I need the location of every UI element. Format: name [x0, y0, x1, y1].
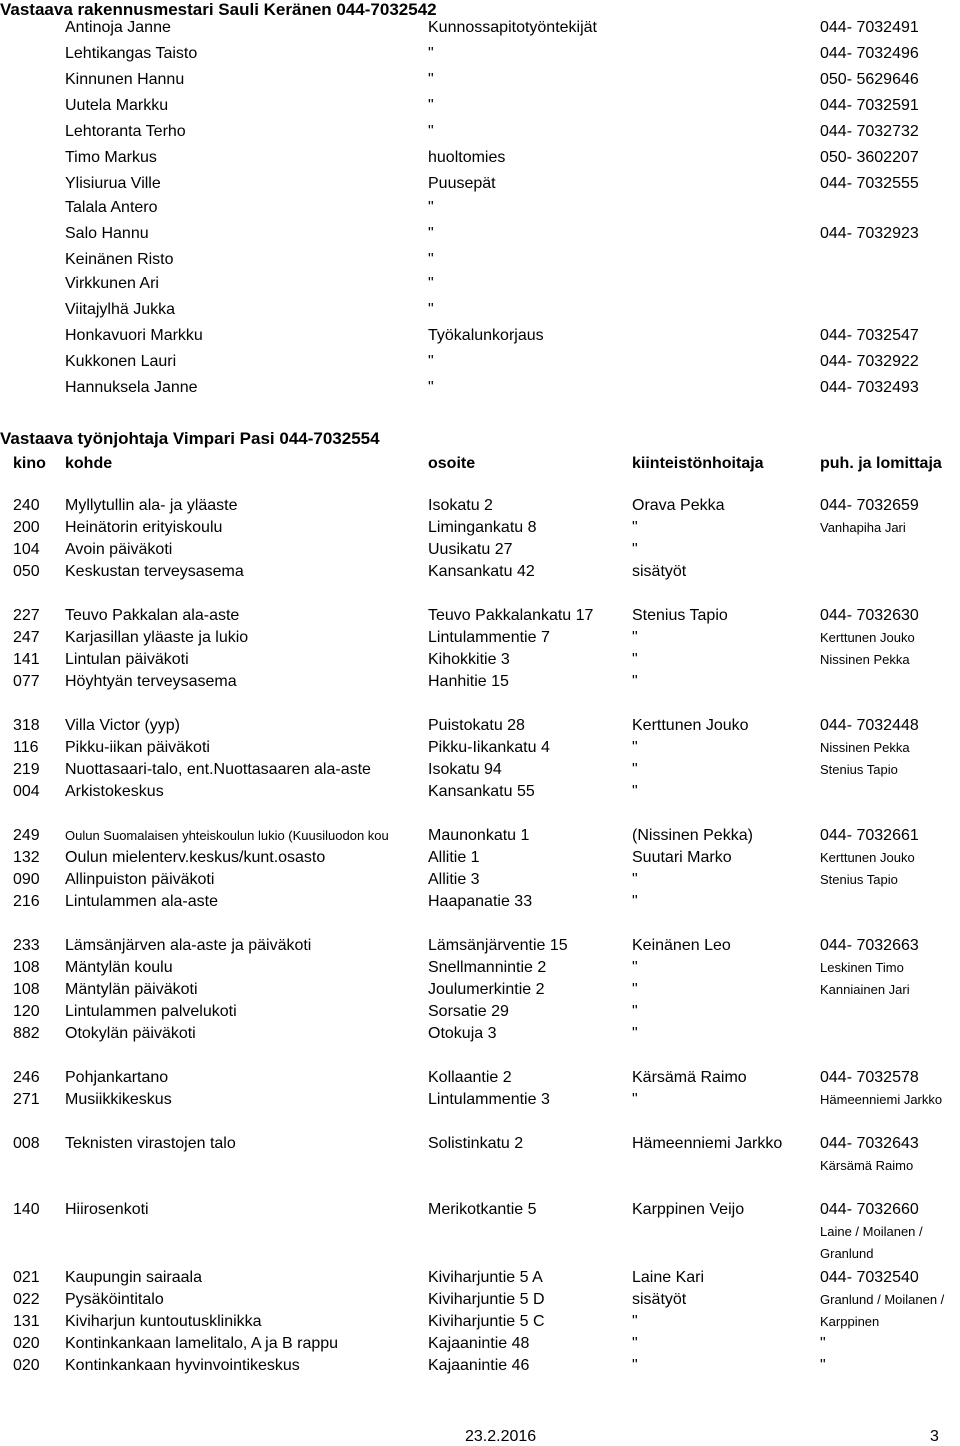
cell-kohde: Teuvo Pakkalan ala-aste [65, 607, 240, 624]
cell-kiinteistonhoitaja: " [632, 783, 638, 800]
cell-kino: 090 [13, 871, 40, 888]
cell-osoite: Puistokatu 28 [428, 717, 525, 734]
cell-osoite: Allitie 3 [428, 871, 480, 888]
cell-kiinteistonhoitaja: " [632, 739, 638, 756]
cell-osoite: Isokatu 94 [428, 761, 502, 778]
cell-osoite: Joulumerkintie 2 [428, 981, 545, 998]
cell-kohde: Lintulammen ala-aste [65, 893, 218, 910]
table-row [0, 870, 960, 892]
section-header-rakennusmestari: Vastaava rakennusmestari Sauli Keränen 044-7032542 [0, 0, 437, 19]
cell-kiinteistonhoitaja: " [632, 629, 638, 646]
cell-kohde: Mäntylän koulu [65, 959, 173, 976]
table-row [0, 782, 960, 804]
table-row [0, 1134, 960, 1156]
cell-osoite: Hanhitie 15 [428, 673, 509, 690]
staff-name: Salo Hannu [65, 225, 149, 242]
cell-kohde: Pysäköintitalo [65, 1291, 164, 1308]
staff-name: Talala Antero [65, 199, 158, 216]
cell-kohde: Otokylän päiväkoti [65, 1025, 196, 1042]
cell-kino: 116 [13, 739, 39, 756]
cell-kiinteistonhoitaja: " [632, 893, 638, 910]
staff-row [0, 300, 960, 322]
column-header-kohde: kohde [65, 455, 113, 472]
cell-puh: Nissinen Pekka [820, 652, 910, 667]
cell-osoite: Limingankatu 8 [428, 519, 537, 536]
staff-row [0, 44, 960, 66]
cell-osoite: Kiviharjuntie 5 C [428, 1313, 545, 1330]
cell-kiinteistonhoitaja: " [632, 959, 638, 976]
cell-puh: " [820, 1357, 826, 1374]
cell-kino: 200 [13, 519, 40, 536]
staff-role: " [428, 45, 434, 62]
cell-kino: 318 [13, 717, 40, 734]
cell-puh: " [820, 1335, 826, 1352]
staff-name: Lehtoranta Terho [65, 123, 186, 140]
table-row [0, 826, 960, 848]
cell-kohde: Pohjankartano [65, 1069, 169, 1086]
cell-kohde: Kaupungin sairaala [65, 1269, 202, 1286]
cell-puh: 044- 7032643 [820, 1135, 919, 1152]
cell-osoite: Haapanatie 33 [428, 893, 533, 910]
cell-kohde: Oulun mielenterv.keskus/kunt.osasto [65, 849, 326, 866]
cell-puh: 044- 7032660 [820, 1201, 919, 1218]
staff-phone: 044- 7032923 [820, 225, 919, 242]
cell-kohde: Kiviharjun kuntoutusklinikka [65, 1313, 262, 1330]
cell-kino: 227 [13, 607, 40, 624]
staff-role: " [428, 97, 434, 114]
cell-kino: 140 [13, 1201, 40, 1218]
table-row [0, 936, 960, 958]
staff-phone: 044- 7032547 [820, 327, 919, 344]
cell-kohde: Heinätorin erityiskoulu [65, 519, 223, 536]
staff-phone: 044- 7032922 [820, 353, 919, 370]
table-row [0, 1356, 960, 1378]
cell-osoite: Kihokkitie 3 [428, 651, 510, 668]
cell-puh: 044- 7032578 [820, 1069, 919, 1086]
cell-kiinteistonhoitaja: Suutari Marko [632, 849, 732, 866]
cell-kino: 216 [13, 893, 40, 910]
staff-role: " [428, 353, 434, 370]
staff-name: Kinnunen Hannu [65, 71, 185, 88]
cell-kohde: Musiikkikeskus [65, 1091, 172, 1108]
cell-kohde: Pikku-iikan päiväkoti [65, 739, 210, 756]
cell-kohde: Nuottasaari-talo, ent.Nuottasaaren ala-aste [65, 761, 371, 778]
staff-role: " [428, 275, 434, 292]
staff-role: " [428, 225, 434, 242]
cell-kino: 249 [13, 827, 40, 844]
cell-puh: Stenius Tapio [820, 872, 898, 887]
table-row [0, 760, 960, 782]
cell-kino: 020 [13, 1357, 40, 1374]
cell-kino: 020 [13, 1335, 40, 1352]
cell-puh: 044- 7032663 [820, 937, 919, 954]
table-row [0, 1290, 960, 1312]
table-row [0, 1334, 960, 1356]
cell-osoite: Sorsatie 29 [428, 1003, 509, 1020]
cell-puh: Granlund / Moilanen / [820, 1292, 945, 1307]
table-row [0, 738, 960, 760]
staff-role: " [428, 123, 434, 140]
cell-kino: 246 [13, 1069, 40, 1086]
table-row [0, 1312, 960, 1334]
cell-puh: 044- 7032448 [820, 717, 919, 734]
table-row [0, 540, 960, 562]
cell-kiinteistonhoitaja: " [632, 1091, 638, 1108]
staff-role: " [428, 71, 434, 88]
staff-name: Virkkunen Ari [65, 275, 159, 292]
cell-puh: Kerttunen Jouko [820, 630, 915, 645]
cell-puh: Stenius Tapio [820, 762, 898, 777]
staff-role: Työkalunkorjaus [428, 327, 544, 344]
cell-osoite: Uusikatu 27 [428, 541, 513, 558]
cell-kino: 108 [13, 981, 40, 998]
staff-name: Antinoja Janne [65, 19, 171, 36]
cell-kiinteistonhoitaja: " [632, 1025, 638, 1042]
cell-osoite: Kiviharjuntie 5 D [428, 1291, 545, 1308]
cell-puh: 044- 7032540 [820, 1269, 919, 1286]
cell-kiinteistonhoitaja: " [632, 1335, 638, 1352]
staff-role: Kunnossapitotyöntekijät [428, 19, 597, 36]
staff-name: Honkavuori Markku [65, 327, 203, 344]
cell-puh: Kärsämä Raimo [820, 1158, 914, 1173]
cell-kino: 120 [13, 1003, 40, 1020]
cell-kino: 233 [13, 937, 40, 954]
cell-kino: 247 [13, 629, 40, 646]
cell-osoite: Kollaantie 2 [428, 1069, 512, 1086]
cell-kino: 021 [13, 1269, 40, 1286]
table-row [0, 1244, 960, 1266]
cell-kiinteistonhoitaja: Laine Kari [632, 1269, 705, 1286]
table-row [0, 672, 960, 694]
table-row [0, 650, 960, 672]
cell-kiinteistonhoitaja: " [632, 673, 638, 690]
section-header-tyonjohtaja: Vastaava työnjohtaja Vimpari Pasi 044-7032554 [0, 429, 380, 448]
staff-role: " [428, 301, 434, 318]
cell-kiinteistonhoitaja: " [632, 981, 638, 998]
cell-kiinteistonhoitaja: " [632, 541, 638, 558]
cell-kohde: Allinpuiston päiväkoti [65, 871, 215, 888]
cell-osoite: Merikotkantie 5 [428, 1201, 537, 1218]
staff-phone: 050- 5629646 [820, 71, 919, 88]
staff-role: " [428, 251, 434, 268]
cell-kohde: Lintulan päiväkoti [65, 651, 189, 668]
cell-kino: 271 [13, 1091, 40, 1108]
cell-kohde: Kontinkankaan hyvinvointikeskus [65, 1357, 300, 1374]
cell-kiinteistonhoitaja: Keinänen Leo [632, 937, 731, 954]
cell-kiinteistonhoitaja: " [632, 519, 638, 536]
table-row [0, 606, 960, 628]
staff-row [0, 378, 960, 400]
cell-kohde: Hiirosenkoti [65, 1201, 149, 1218]
cell-osoite: Solistinkatu 2 [428, 1135, 524, 1152]
staff-row [0, 250, 960, 272]
cell-puh: Granlund [820, 1246, 874, 1261]
cell-osoite: Lintulammentie 3 [428, 1091, 550, 1108]
cell-kohde: Lämsänjärven ala-aste ja päiväkoti [65, 937, 312, 954]
cell-kohde: Lintulammen palvelukoti [65, 1003, 237, 1020]
staff-phone: 044- 7032591 [820, 97, 919, 114]
column-header-kino: kino [13, 455, 46, 472]
staff-row [0, 148, 960, 170]
cell-kiinteistonhoitaja: Karppinen Veijo [632, 1201, 745, 1218]
cell-osoite: Kansankatu 42 [428, 563, 535, 580]
cell-puh: Karppinen [820, 1314, 880, 1329]
cell-osoite: Isokatu 2 [428, 497, 493, 514]
staff-row [0, 326, 960, 348]
cell-kiinteistonhoitaja: " [632, 871, 638, 888]
cell-osoite: Otokuja 3 [428, 1025, 497, 1042]
staff-row [0, 274, 960, 296]
table-row [0, 980, 960, 1002]
staff-name: Uutela Markku [65, 97, 169, 114]
cell-kohde: Villa Victor (yyp) [65, 717, 180, 734]
cell-osoite: Kiviharjuntie 5 A [428, 1269, 543, 1286]
staff-role: Puusepät [428, 175, 496, 192]
staff-row [0, 224, 960, 246]
cell-kohde: Kontinkankaan lamelitalo, A ja B rappu [65, 1335, 339, 1352]
cell-kino: 132 [13, 849, 40, 866]
staff-phone: 044- 7032732 [820, 123, 919, 140]
cell-kiinteistonhoitaja: sisätyöt [632, 1291, 687, 1308]
cell-kohde: Oulun Suomalaisen yhteiskoulun lukio (Kuusiluodon kou [65, 828, 389, 843]
cell-kiinteistonhoitaja: " [632, 761, 638, 778]
cell-osoite: Kajaanintie 46 [428, 1357, 530, 1374]
cell-kiinteistonhoitaja: " [632, 1003, 638, 1020]
cell-kohde: Karjasillan yläaste ja lukio [65, 629, 249, 646]
staff-role: " [428, 199, 434, 216]
table-row [0, 1268, 960, 1290]
cell-kiinteistonhoitaja: Orava Pekka [632, 497, 725, 514]
staff-row [0, 174, 960, 196]
cell-kino: 004 [13, 783, 40, 800]
staff-phone: 044- 7032491 [820, 19, 919, 36]
table-row [0, 848, 960, 870]
cell-puh: Leskinen Timo [820, 960, 904, 975]
cell-kohde: Mäntylän päiväkoti [65, 981, 198, 998]
table-row [0, 1068, 960, 1090]
staff-name: Lehtikangas Taisto [65, 45, 198, 62]
cell-kino: 108 [13, 959, 40, 976]
staff-role: huoltomies [428, 149, 506, 166]
staff-row [0, 70, 960, 92]
cell-puh: Kanniainen Jari [820, 982, 910, 997]
staff-name: Kukkonen Lauri [65, 353, 177, 370]
page-number: 3 [930, 1428, 939, 1445]
cell-kohde: Keskustan terveysasema [65, 563, 244, 580]
cell-kiinteistonhoitaja: Stenius Tapio [632, 607, 728, 624]
table-row [0, 958, 960, 980]
cell-kiinteistonhoitaja: " [632, 1313, 638, 1330]
staff-row [0, 96, 960, 118]
staff-row [0, 352, 960, 374]
staff-role: " [428, 379, 434, 396]
cell-osoite: Lämsänjärventie 15 [428, 937, 568, 954]
table-row [0, 496, 960, 518]
cell-kino: 077 [13, 673, 40, 690]
table-row [0, 562, 960, 584]
cell-kiinteistonhoitaja: " [632, 651, 638, 668]
cell-kohde: Myllytullin ala- ja yläaste [65, 497, 238, 514]
column-headers [0, 455, 960, 475]
staff-phone: 050- 3602207 [820, 149, 919, 166]
cell-puh: 044- 7032630 [820, 607, 919, 624]
cell-puh: Hämeenniemi Jarkko [820, 1092, 943, 1107]
cell-kohde: Teknisten virastojen talo [65, 1135, 236, 1152]
cell-puh: Kerttunen Jouko [820, 850, 915, 865]
table-row [0, 1024, 960, 1046]
cell-kino: 008 [13, 1135, 40, 1152]
table-row [0, 1200, 960, 1222]
staff-row [0, 122, 960, 144]
staff-name: Keinänen Risto [65, 251, 174, 268]
cell-puh: Nissinen Pekka [820, 740, 910, 755]
cell-osoite: Kansankatu 55 [428, 783, 535, 800]
table-row [0, 1002, 960, 1024]
cell-osoite: Allitie 1 [428, 849, 480, 866]
column-header-kiinteistonhoitaja: kiinteistönhoitaja [632, 455, 764, 472]
table-row [0, 1090, 960, 1112]
table-row [0, 716, 960, 738]
staff-row [0, 198, 960, 220]
column-header-osoite: osoite [428, 455, 476, 472]
cell-osoite: Kajaanintie 48 [428, 1335, 530, 1352]
cell-kino: 240 [13, 497, 40, 514]
cell-osoite: Lintulammentie 7 [428, 629, 550, 646]
staff-phone: 044- 7032555 [820, 175, 919, 192]
cell-kohde: Avoin päiväkoti [65, 541, 173, 558]
cell-kino: 022 [13, 1291, 40, 1308]
staff-phone: 044- 7032493 [820, 379, 919, 396]
staff-row [0, 18, 960, 40]
cell-kino: 131 [13, 1313, 40, 1330]
staff-name: Hannuksela Janne [65, 379, 198, 396]
footer-date: 23.2.2016 [465, 1428, 537, 1445]
cell-puh: Laine / Moilanen / [820, 1224, 923, 1239]
cell-kiinteistonhoitaja: Kärsämä Raimo [632, 1069, 747, 1086]
cell-kino: 882 [13, 1025, 40, 1042]
cell-kohde: Höyhtyän terveysasema [65, 673, 237, 690]
cell-puh: 044- 7032661 [820, 827, 919, 844]
cell-puh: 044- 7032659 [820, 497, 919, 514]
table-row [0, 518, 960, 540]
cell-puh: Vanhapiha Jari [820, 520, 906, 535]
cell-kino: 050 [13, 563, 40, 580]
cell-osoite: Teuvo Pakkalankatu 17 [428, 607, 594, 624]
cell-kohde: Arkistokeskus [65, 783, 164, 800]
cell-osoite: Maunonkatu 1 [428, 827, 530, 844]
cell-kiinteistonhoitaja: " [632, 1357, 638, 1374]
staff-name: Viitajylhä Jukka [65, 301, 175, 318]
cell-kiinteistonhoitaja: (Nissinen Pekka) [632, 827, 753, 844]
table-row [0, 1222, 960, 1244]
table-row [0, 628, 960, 650]
cell-kiinteistonhoitaja: Hämeenniemi Jarkko [632, 1135, 783, 1152]
staff-name: Ylisiurua Ville [65, 175, 161, 192]
cell-kiinteistonhoitaja: sisätyöt [632, 563, 687, 580]
cell-kino: 219 [13, 761, 40, 778]
cell-osoite: Snellmannintie 2 [428, 959, 547, 976]
cell-osoite: Pikku-Iikankatu 4 [428, 739, 550, 756]
cell-kino: 141 [13, 651, 40, 668]
table-row [0, 1156, 960, 1178]
staff-phone: 044- 7032496 [820, 45, 919, 62]
cell-kiinteistonhoitaja: Kerttunen Jouko [632, 717, 749, 734]
column-header-puh: puh. ja lomittaja [820, 455, 942, 472]
cell-kino: 104 [13, 541, 40, 558]
table-row [0, 892, 960, 914]
staff-name: Timo Markus [65, 149, 157, 166]
